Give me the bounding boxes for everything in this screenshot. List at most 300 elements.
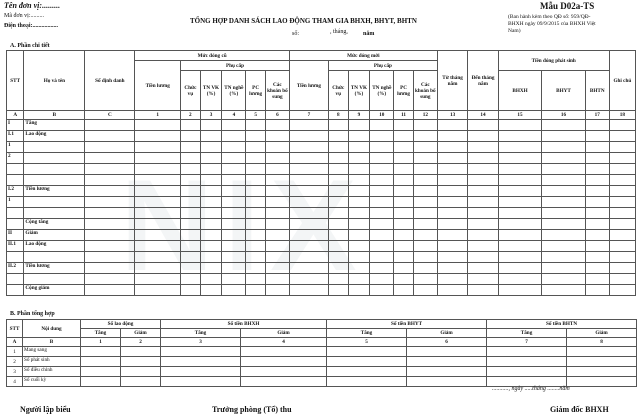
table-cell (437, 164, 467, 175)
b-bhyt-dec: Giảm (407, 329, 487, 338)
b-index-cell: 1 (81, 338, 121, 347)
table-cell (161, 347, 241, 357)
table-cell (370, 175, 394, 186)
b-col-content: Nội dung (23, 320, 81, 338)
b-bhtn-inc: Tăng (487, 329, 567, 338)
table-cell (370, 186, 394, 197)
table-row (7, 186, 636, 197)
table-row (7, 120, 636, 131)
table-cell (468, 285, 498, 296)
table-cell (222, 285, 246, 296)
table-cell (200, 219, 222, 230)
table-cell (181, 252, 201, 263)
col-id: Số định danh (85, 51, 135, 111)
table-cell (181, 164, 201, 175)
col-old-salary: Tiền lương (135, 61, 181, 111)
table-cell (498, 219, 542, 230)
table-row (7, 241, 636, 252)
table-cell (394, 120, 414, 131)
table-cell (413, 131, 437, 142)
table-cell (407, 367, 487, 377)
table-cell (585, 120, 609, 131)
b-index-cell: 5 (327, 338, 407, 347)
b-workers-dec: Giảm (121, 329, 161, 338)
table-cell (329, 131, 349, 142)
row-label: Tăng (24, 120, 85, 131)
table-cell (246, 153, 266, 164)
table-cell (246, 274, 266, 285)
signature-director: Giám đốc BHXH (550, 405, 609, 414)
decision-note-3: Nam) (508, 28, 521, 34)
table-cell (329, 219, 349, 230)
index-cell: 7 (289, 111, 328, 120)
table-cell (200, 263, 222, 274)
table-cell (85, 241, 135, 252)
phone: Điện thoại:................. (4, 23, 58, 29)
table-cell (265, 175, 289, 186)
table-cell (348, 153, 370, 164)
index-cell: 8 (329, 111, 349, 120)
row-label (24, 252, 85, 263)
table-cell (609, 241, 635, 252)
table-cell (85, 197, 135, 208)
table-cell (437, 241, 467, 252)
row-label: Giảm (24, 230, 85, 241)
table-cell (437, 131, 467, 142)
col-old-level: Mức đóng cũ (135, 51, 289, 61)
table-row (7, 164, 636, 175)
table-cell (413, 241, 437, 252)
index-cell: 18 (609, 111, 635, 120)
table-row (7, 230, 636, 241)
table-cell (135, 285, 181, 296)
table-cell (135, 131, 181, 142)
table-cell (289, 164, 328, 175)
table-cell (181, 175, 201, 186)
row-stt: II.1 (7, 241, 24, 252)
table-cell (498, 230, 542, 241)
table-cell (413, 175, 437, 186)
table-cell (394, 197, 414, 208)
table-cell (246, 219, 266, 230)
table-cell (222, 142, 246, 153)
year-label: năm (363, 31, 375, 37)
table-cell (85, 274, 135, 285)
table-cell (407, 377, 487, 387)
table-cell (265, 164, 289, 175)
table-cell (329, 263, 349, 274)
col-bhxh: BHXH (498, 71, 542, 111)
table-cell (289, 274, 328, 285)
b-index-row (7, 338, 637, 347)
table-cell (394, 274, 414, 285)
row-stt: I (7, 120, 24, 131)
index-cell: 10 (370, 111, 394, 120)
col-new-profession: TN nghề (%) (370, 71, 394, 111)
col-new-position: Chức vụ (329, 71, 349, 111)
table-row (7, 357, 637, 367)
index-cell: 9 (348, 111, 370, 120)
table-cell (289, 186, 328, 197)
table-cell (246, 142, 266, 153)
table-cell (200, 241, 222, 252)
table-cell (498, 263, 542, 274)
table-cell (468, 120, 498, 131)
table-cell (498, 175, 542, 186)
table-cell (241, 347, 327, 357)
table-cell (370, 285, 394, 296)
table-cell (437, 142, 467, 153)
table-cell (567, 367, 637, 377)
col-to-month: Đến tháng năm (468, 51, 498, 111)
table-cell (370, 274, 394, 285)
table-cell (289, 219, 328, 230)
table-cell (200, 175, 222, 186)
col-new-level: Mức đóng mới (289, 51, 437, 61)
table-cell (265, 186, 289, 197)
table-cell (468, 208, 498, 219)
table-cell (85, 186, 135, 197)
index-cell: 4 (222, 111, 246, 120)
table-cell (585, 164, 609, 175)
table-cell (609, 208, 635, 219)
table-cell (289, 252, 328, 263)
table-cell (468, 186, 498, 197)
table-cell (327, 367, 407, 377)
table-cell (222, 153, 246, 164)
table-cell (222, 274, 246, 285)
table-cell (121, 357, 161, 367)
table-cell (498, 241, 542, 252)
row-stt: I.2 (7, 186, 24, 197)
col-note: Ghi chú (609, 51, 635, 111)
table-cell (437, 197, 467, 208)
section-b-title: B. Phần tổng hợp (10, 311, 55, 317)
table-cell (585, 208, 609, 219)
decision-note-2: BHXH ngày 09/9/2015 của BHXH Việt (508, 21, 596, 27)
col-stt: STT (7, 51, 24, 111)
section-a-title: A. Phần chi tiết (10, 43, 50, 49)
table-cell (394, 252, 414, 263)
table-cell (370, 164, 394, 175)
table-cell (222, 131, 246, 142)
table-cell (348, 219, 370, 230)
table-cell (348, 142, 370, 153)
table-cell (85, 263, 135, 274)
table-row (7, 263, 636, 274)
table-cell (413, 164, 437, 175)
table-cell (265, 241, 289, 252)
table-cell (222, 208, 246, 219)
table-cell (222, 175, 246, 186)
table-cell (487, 347, 567, 357)
row-label: Cộng tăng (24, 219, 85, 230)
table-cell (542, 186, 586, 197)
table-cell (329, 208, 349, 219)
table-cell (222, 252, 246, 263)
table-cell (289, 230, 328, 241)
form-code: Mẫu D02a-TS (540, 1, 595, 11)
table-row (7, 274, 636, 285)
row-stt: II (7, 230, 24, 241)
table-cell (407, 347, 487, 357)
table-cell (200, 131, 222, 142)
table-cell (265, 263, 289, 274)
table-cell (200, 252, 222, 263)
table-cell (348, 175, 370, 186)
table-row (7, 142, 636, 153)
table-cell (265, 197, 289, 208)
table-cell (468, 131, 498, 142)
table-cell (468, 153, 498, 164)
table-cell (135, 241, 181, 252)
table-cell (85, 219, 135, 230)
table-cell (609, 131, 635, 142)
col-old-other: Các khoản bổ sung (265, 71, 289, 111)
table-cell (413, 252, 437, 263)
table-cell (609, 285, 635, 296)
col-new-allowance: Phụ cấp (329, 61, 438, 71)
table-cell (437, 252, 467, 263)
index-cell: 16 (542, 111, 586, 120)
table-cell (265, 285, 289, 296)
table-cell (135, 142, 181, 153)
row-label: Lao động (24, 241, 85, 252)
table-cell (181, 131, 201, 142)
table-cell (135, 230, 181, 241)
table-cell (135, 219, 181, 230)
table-cell (246, 197, 266, 208)
index-cell: 12 (413, 111, 437, 120)
table-cell (246, 263, 266, 274)
table-cell (135, 153, 181, 164)
table-cell (121, 367, 161, 377)
table-cell (265, 153, 289, 164)
table-cell (329, 230, 349, 241)
table-cell (498, 164, 542, 175)
table-cell (394, 153, 414, 164)
b-row-stt: 1 (7, 347, 23, 357)
col-old-profession: TN nghề (%) (222, 71, 246, 111)
table-cell (348, 230, 370, 241)
table-cell (289, 263, 328, 274)
table-cell (265, 208, 289, 219)
table-row (7, 175, 636, 186)
table-cell (200, 120, 222, 131)
table-cell (265, 131, 289, 142)
table-cell (348, 164, 370, 175)
table-cell (348, 252, 370, 263)
table-cell (241, 357, 327, 367)
table-cell (135, 175, 181, 186)
detail-table (6, 50, 636, 296)
row-stt (7, 175, 24, 186)
b-bhtn-dec: Giảm (567, 329, 637, 338)
table-cell (585, 274, 609, 285)
number-label: số: (292, 31, 300, 37)
table-cell (394, 241, 414, 252)
table-cell (498, 285, 542, 296)
table-cell (200, 164, 222, 175)
table-cell (468, 252, 498, 263)
table-cell (161, 377, 241, 387)
table-cell (609, 230, 635, 241)
row-stt (7, 274, 24, 285)
page-title: TỔNG HỢP DANH SÁCH LAO ĐỘNG THAM GIA BHXH, BHYT, BHTN (190, 17, 417, 25)
row-label: Lao động (24, 131, 85, 142)
table-cell (413, 219, 437, 230)
b-col-stt: STT (7, 320, 23, 338)
table-cell (468, 164, 498, 175)
table-row (7, 208, 636, 219)
row-label (24, 175, 85, 186)
table-cell (437, 153, 467, 164)
table-cell (498, 142, 542, 153)
table-cell (567, 357, 637, 367)
table-cell (265, 219, 289, 230)
table-cell (135, 263, 181, 274)
table-cell (246, 186, 266, 197)
b-bhxh-inc: Tăng (161, 329, 241, 338)
table-cell (585, 142, 609, 153)
table-cell (265, 142, 289, 153)
col-bhtn: BHTN (585, 71, 609, 111)
table-cell (246, 241, 266, 252)
table-row (7, 219, 636, 230)
table-cell (498, 186, 542, 197)
table-cell (413, 208, 437, 219)
table-cell (289, 285, 328, 296)
table-cell (246, 120, 266, 131)
table-cell (585, 131, 609, 142)
table-cell (348, 120, 370, 131)
table-cell (200, 153, 222, 164)
table-cell (394, 219, 414, 230)
b-col-workers: Số lao động (81, 320, 161, 329)
table-cell (329, 197, 349, 208)
table-cell (394, 263, 414, 274)
table-row (7, 131, 636, 142)
unit-code: Mã đơn vị:......... (4, 13, 45, 19)
table-cell (498, 208, 542, 219)
table-cell (413, 142, 437, 153)
table-cell (609, 120, 635, 131)
table-cell (370, 230, 394, 241)
row-stt: 1 (7, 142, 24, 153)
table-cell (329, 241, 349, 252)
table-cell (542, 219, 586, 230)
table-cell (348, 131, 370, 142)
table-cell (329, 153, 349, 164)
table-cell (609, 153, 635, 164)
table-cell (241, 377, 327, 387)
b-index-cell: 4 (241, 338, 327, 347)
table-cell (81, 367, 121, 377)
table-cell (542, 252, 586, 263)
b-col-bhtn: Số tiền BHTN (487, 320, 637, 329)
table-cell (246, 252, 266, 263)
table-cell (413, 230, 437, 241)
row-stt (7, 252, 24, 263)
b-index-cell: A (7, 338, 23, 347)
table-cell (329, 252, 349, 263)
table-cell (327, 357, 407, 367)
table-cell (407, 357, 487, 367)
table-cell (394, 142, 414, 153)
row-label: Cộng giảm (24, 285, 85, 296)
table-cell (85, 285, 135, 296)
table-cell (181, 142, 201, 153)
table-row (7, 197, 636, 208)
table-cell (246, 285, 266, 296)
index-row (7, 111, 636, 120)
table-cell (468, 219, 498, 230)
table-cell (370, 153, 394, 164)
table-cell (468, 142, 498, 153)
table-cell (370, 263, 394, 274)
table-cell (181, 219, 201, 230)
col-new-salary: Tiền lương (289, 61, 328, 111)
col-name: Họ và tên (24, 51, 85, 111)
table-cell (246, 230, 266, 241)
table-cell (85, 175, 135, 186)
table-cell (468, 175, 498, 186)
table-cell (329, 164, 349, 175)
table-cell (348, 274, 370, 285)
b-index-cell: B (23, 338, 81, 347)
date-line: ..........., ngày .....tháng ........năm (492, 386, 570, 392)
table-cell (585, 230, 609, 241)
index-cell: 5 (246, 111, 266, 120)
table-cell (498, 197, 542, 208)
table-cell (135, 164, 181, 175)
table-cell (200, 230, 222, 241)
table-cell (81, 377, 121, 387)
row-label (24, 142, 85, 153)
table-cell (289, 142, 328, 153)
b-row-label: Số phát sinh (23, 357, 81, 367)
table-cell (609, 263, 635, 274)
table-cell (437, 274, 467, 285)
table-cell (200, 186, 222, 197)
table-cell (181, 263, 201, 274)
row-stt (7, 164, 24, 175)
table-cell (609, 219, 635, 230)
table-row (7, 252, 636, 263)
table-cell (348, 285, 370, 296)
table-cell (542, 164, 586, 175)
table-cell (327, 377, 407, 387)
table-cell (413, 285, 437, 296)
table-cell (542, 175, 586, 186)
row-label: Tiền lương (24, 263, 85, 274)
row-label (24, 197, 85, 208)
table-cell (81, 357, 121, 367)
index-cell: B (24, 111, 85, 120)
table-cell (85, 153, 135, 164)
table-cell (437, 285, 467, 296)
table-cell (567, 377, 637, 387)
table-cell (289, 175, 328, 186)
table-cell (85, 131, 135, 142)
row-label (24, 274, 85, 285)
unit-name: Tên đơn vị:......... (4, 1, 61, 10)
summary-table (6, 319, 637, 387)
table-cell (265, 274, 289, 285)
table-cell (81, 347, 121, 357)
table-cell (437, 219, 467, 230)
col-from-month: Từ tháng năm (437, 51, 467, 111)
